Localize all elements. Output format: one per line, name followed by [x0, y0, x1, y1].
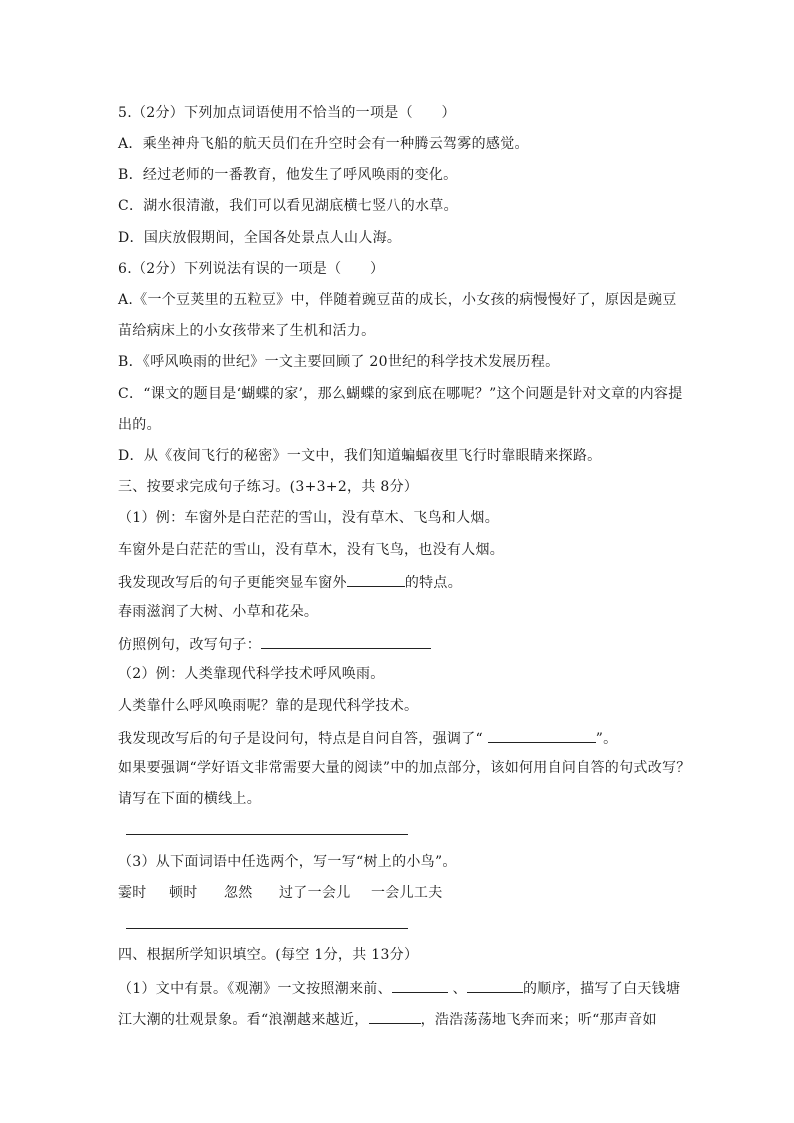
q5-option-b: B．经过老师的一番教育，他发生了呼风唤雨的变化。: [118, 167, 458, 183]
q6-option-a-line1: A.《一个豆荚里的五粒豆》中，伴随着豌豆苗的成长，小女孩的病慢慢好了，原因是豌豆: [118, 292, 677, 308]
s4-line1: [118, 978, 680, 998]
s3-p2-question-line2: 请写在下面的横线上。: [118, 791, 261, 807]
s3-p2-rewrite: 人类靠什么呼风唤雨呢？靠的是现代科学技术。: [118, 698, 419, 714]
s4-line2: [118, 1009, 657, 1029]
s4-line2-pre: 江大潮的壮观景象。看“浪潮越来越近，: [118, 1012, 369, 1028]
s4-line2-post: ，浩浩荡荡地飞奔而来；听“那声音如: [420, 1012, 657, 1028]
s3-p1-example: （1）例：车窗外是白茫茫的雪山，没有草木、飞鸟和人烟。: [118, 510, 500, 526]
s3-p1-find-post: 的特点。: [404, 575, 463, 591]
answer-line[interactable]: [126, 928, 408, 929]
s4-line1-post: 的顺序，描写了白天钱塘: [522, 981, 681, 997]
s3-p1-imitate-label: 仿照例句，改写句子：: [118, 637, 261, 653]
q5-stem: 5.（2分）下列加点词语使用不恰当的一项是（ ）: [118, 105, 456, 121]
s4-line1-sep: 、: [447, 981, 467, 997]
q5-option-a: A．乘坐神舟飞船的航天员们在升空时会有一种腾云驾雾的感觉。: [118, 136, 529, 152]
q6-option-a-line2: 苗给病床上的小女孩带来了生机和活力。: [118, 323, 376, 339]
s4-line1-pre: （1）文中有景。《观潮》一文按照潮来前、: [118, 981, 392, 997]
s3-p1-sentence: 春雨滋润了大树、小草和花朵。: [118, 604, 319, 620]
s3-p2-example: （2）例：人类靠现代科学技术呼风唤雨。: [118, 666, 385, 682]
s3-p3-word-list: [118, 884, 443, 902]
word-option: 一会儿工夫: [371, 885, 443, 901]
s3-p1-find-pre: 我发现改写后的句子更能突显车窗外: [118, 575, 347, 591]
answer-blank[interactable]: [467, 978, 523, 993]
answer-line[interactable]: [126, 834, 408, 835]
q6-option-b: B．《呼风唤雨的世纪》一文主要回顾了 20世纪的科学技术发展历程。: [118, 354, 560, 370]
answer-blank[interactable]: [369, 1009, 421, 1024]
s3-p2-question-line1: 如果要强调“学好语文非常需要大量的阅读”中的加点部分，该如何用自问自答的句式改写？: [118, 760, 691, 776]
answer-blank[interactable]: [261, 634, 431, 649]
q5-option-c: C．湖水很清澈，我们可以看见湖底横七竖八的水草。: [118, 198, 458, 214]
s3-p2-find: [118, 728, 617, 748]
q6-option-d: D．从《夜间飞行的秘密》一文中，我们知道蝙蝠夜里飞行时靠眼睛来探路。: [118, 448, 602, 464]
s3-p3-stem: （3）从下面词语中任选两个，写一写“树上的小鸟”。: [118, 854, 457, 870]
q5-option-d: D．国庆放假期间，全国各处景点人山人海。: [118, 230, 402, 246]
s3-p2-find-post: ”。: [595, 731, 618, 747]
s3-p1-imitate: [118, 634, 431, 654]
q6-stem: 6.（2分）下列说法有误的一项是（ ）: [118, 261, 385, 277]
word-option: 忽然: [224, 885, 253, 901]
word-option: 顿时: [169, 885, 198, 901]
word-option: 过了一会儿: [279, 885, 351, 901]
section4-heading: 四、根据所学知识填空。(每空 1分，共 13分）: [118, 947, 419, 963]
s3-p1-rewrite: 车窗外是白茫茫的雪山，没有草木，没有飞鸟，也没有人烟。: [118, 542, 505, 558]
answer-blank[interactable]: [392, 978, 448, 993]
section3-heading: 三、按要求完成句子练习。(3+3+2，共 8分）: [118, 479, 419, 495]
answer-blank[interactable]: [488, 728, 596, 743]
s3-p1-find: [118, 572, 462, 592]
s3-p2-find-pre: 我发现改写后的句子是设问句，特点是自问自答，强调了“: [118, 731, 488, 747]
answer-blank[interactable]: [347, 572, 405, 587]
word-option: 霎时: [118, 885, 147, 901]
q6-option-c-line2: 出的。: [118, 417, 161, 433]
q6-option-c-line1: C．“课文的题目是‘蝴蝶的家’，那么蝴蝶的家到底在哪呢？”这个问题是针对文章的内容提: [118, 386, 683, 402]
